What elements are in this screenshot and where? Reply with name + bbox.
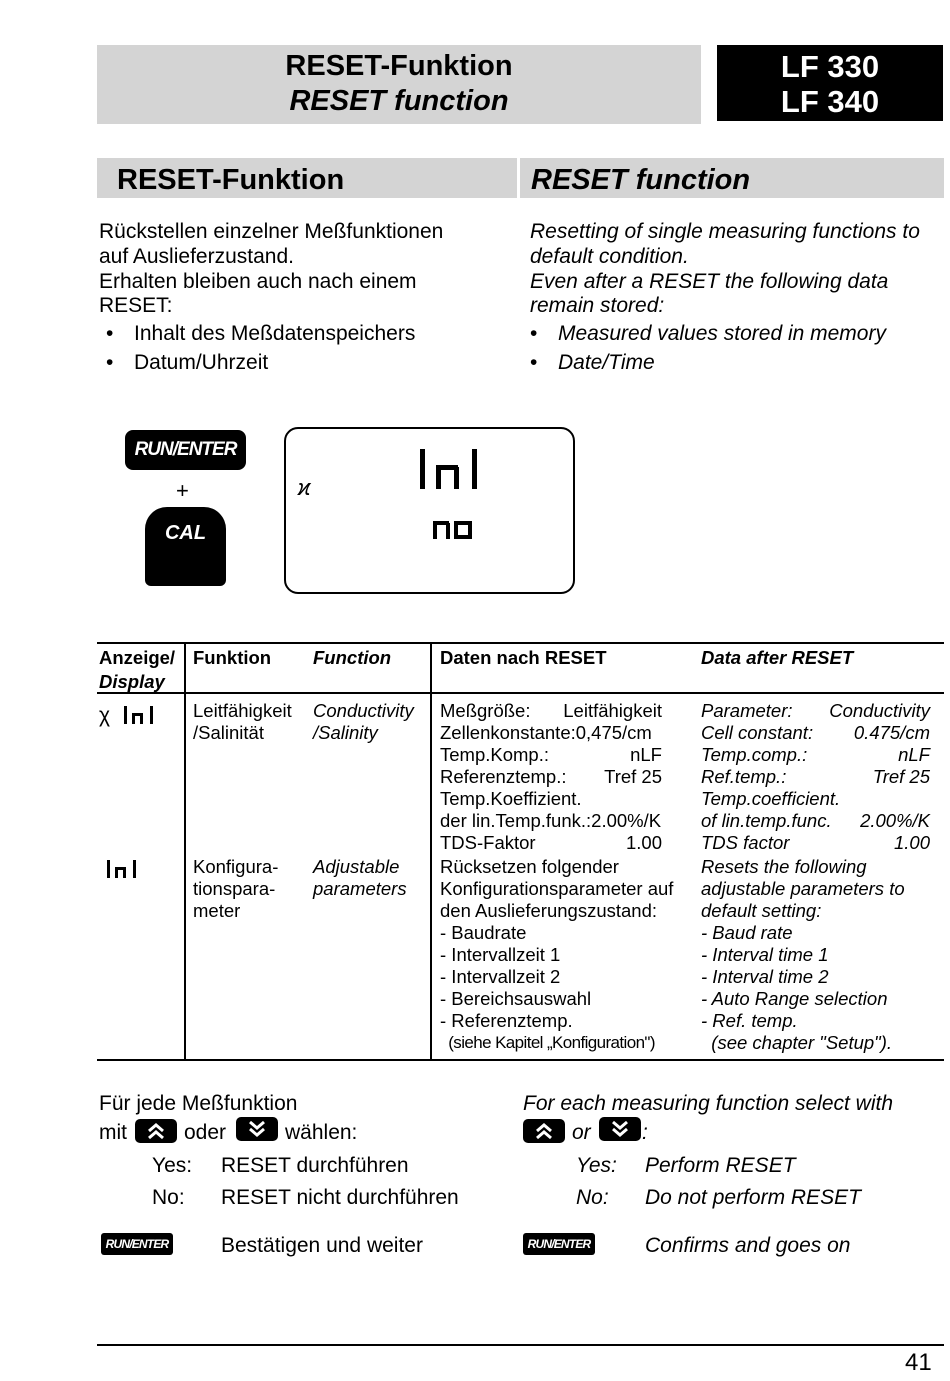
row1-data-3-val: nLF [898,744,930,765]
row1-data-5: Temp.coefficient. [701,788,841,809]
row2-daten-3: den Auslieferungszustand: [440,900,658,921]
intro-en-line-3: Even after a RESET the following data [530,270,889,293]
row1-data-3-key: Temp.comp.: [701,744,808,765]
row2-data-1: Resets the following [701,856,867,877]
row1-display-symbol: χ [99,704,111,727]
row2-data-3: default setting: [701,900,822,921]
bullet-dot: • [106,322,114,345]
bottom-de-confirm-text: Bestätigen und weiter [221,1234,423,1257]
row2-daten-5: - Intervallzeit 1 [440,944,561,965]
bottom-de-oder: oder [184,1121,227,1144]
table-top-rule [97,642,944,644]
row2-data-6: - Interval time 2 [701,966,829,987]
row2-funktion-3: meter [193,900,241,921]
header-title-de: RESET-Funktion [285,50,513,82]
intro-de-line-1: Rückstellen einzelner Meßfunktionen [99,220,444,243]
row1-daten-1-key: Meßgröße: [440,700,531,721]
row2-daten-7: - Bereichsauswahl [440,988,592,1009]
conductivity-symbol: ϰ [298,475,311,500]
row2-data-8: - Ref. temp. [701,1010,798,1031]
run-enter-mini-key-en[interactable]: RUN/ENTER [523,1233,595,1255]
row1-data-4 [701,766,930,788]
bottom-de-waehlen: wählen: [285,1121,358,1144]
row1-data-6-key: of lin.temp.func. [701,810,832,831]
section-title-de: RESET-Funktion [97,158,517,198]
intro-en-line-2: default condition. [530,245,689,268]
double-chevron-down-icon [236,1117,278,1141]
display-main-segments [416,445,486,493]
row1-daten-7 [440,832,662,854]
row1-daten-6: der lin.Temp.funk.:2.00%/K [440,810,662,831]
row1-daten-3 [440,744,662,766]
row1-data-4-key: Ref.temp.: [701,766,787,787]
bottom-de-yes-text: RESET durchführen [221,1154,409,1177]
row1-data-2 [701,722,930,744]
row1-data-2-key: Cell constant: [701,722,814,743]
bottom-en-confirm-text: Confirms and goes on [645,1234,851,1257]
down-arrow-key[interactable] [599,1117,641,1141]
row1-data-2-val: 0.475/cm [853,722,930,743]
row1-data-7-key: TDS factor [701,832,790,853]
row1-data-7 [701,832,930,854]
row1-daten-3-key: Temp.Komp.: [440,744,549,765]
intro-de-bullet-2: Datum/Uhrzeit [134,351,269,374]
row1-daten-1 [440,700,662,722]
th-data: Data after RESET [701,647,854,668]
row1-funktion-1: Leitfähigkeit [193,700,292,721]
bullet-dot: • [106,351,114,374]
bottom-en-yes-key: Yes: [576,1154,617,1177]
row2-data-4: - Baud rate [701,922,793,943]
row1-daten-2: Zellenkonstante:0,475/cm [440,722,652,743]
up-arrow-key[interactable] [135,1119,177,1143]
row1-data-1-val: Conductivity [829,700,930,721]
row2-daten-9: (siehe Kapitel „Konfiguration") [440,1033,655,1052]
bottom-en-colon: : [642,1121,648,1144]
row2-daten-8: - Referenztemp. [440,1010,573,1031]
row1-daten-7-val: 1.00 [625,832,662,853]
row1-data-6-val: 2.00%/K [860,810,930,831]
row2-function-1: Adjustable [313,856,400,877]
intro-de-line-4: RESET: [99,294,173,317]
row1-data-7-val: 1.00 [893,832,930,853]
double-chevron-down-icon [599,1117,641,1141]
cal-key[interactable]: CAL [145,507,226,586]
bottom-de-line1: Für jede Meßfunktion [99,1092,298,1115]
bottom-de-no-key: No: [152,1186,185,1209]
model-badge [717,45,943,121]
bottom-en-no-text: Do not perform RESET [645,1186,861,1209]
row1-data-1-key: Parameter: [701,700,793,721]
intro-en-line-4: remain stored: [530,294,665,317]
bottom-en-line1: For each measuring function select with [523,1092,894,1115]
intro-en-bullet-2: Date/Time [558,351,655,374]
row2-data-7: - Auto Range selection [701,988,888,1009]
row1-display-code-segments [122,704,156,726]
footer-rule [97,1344,944,1346]
bottom-de-no-text: RESET nicht durchführen [221,1186,459,1209]
row1-function-2: /Salinity [313,722,378,743]
table-header-rule [97,692,944,694]
row1-function-1: Conductivity [313,700,414,721]
row1-daten-3-val: nLF [630,744,662,765]
row2-funktion-1: Konfigura- [193,856,279,877]
th-funktion: Funktion [193,647,272,668]
bottom-de-mit: mit [99,1121,127,1144]
intro-de-line-3: Erhalten bleiben auch nach einem [99,270,417,293]
double-chevron-up-icon [135,1119,177,1143]
down-arrow-key[interactable] [236,1117,278,1141]
row1-daten-1-val: Leitfähigkeit [563,700,662,721]
intro-en-bullet-1: Measured values stored in memory [558,322,886,345]
run-enter-key[interactable]: RUN/ENTER [125,430,246,470]
bottom-en-or: or [572,1121,591,1144]
plus-sign: + [176,478,189,503]
row2-daten-6: - Intervallzeit 2 [440,966,561,987]
intro-en-line-1: Resetting of single measuring functions to [530,220,920,243]
row1-daten-4 [440,766,662,788]
intro-de-line-2: auf Auslieferzustand. [99,245,294,268]
row2-data-2: adjustable parameters to [701,878,905,899]
row2-function-2: parameters [313,878,407,899]
row2-funktion-2: tionspara- [193,878,276,899]
lcd-display [284,427,575,594]
row1-data-3 [701,744,930,766]
row1-daten-7-key: TDS-Faktor [440,832,536,853]
model-lf340: LF 340 [780,84,880,119]
model-lf330: LF 330 [780,49,880,84]
table-col-rule-1 [184,642,186,1060]
bottom-en-yes-text: Perform RESET [645,1154,796,1177]
bottom-en-no-key: No: [576,1186,609,1209]
th-anzeige: Anzeige/ [99,647,176,668]
bullet-dot: • [530,351,538,374]
row1-funktion-2: /Salinität [193,722,264,743]
th-function: Function [313,647,392,668]
header-title-en: RESET function [289,85,509,117]
table-col-rule-2 [430,642,432,1060]
row1-daten-4-val: Tref 25 [604,766,662,787]
row1-data-4-val: Tref 25 [872,766,930,787]
run-enter-mini-key-de[interactable]: RUN/ENTER [101,1233,173,1255]
row2-display-code-segments [105,858,139,880]
row2-data-9: (see chapter "Setup"). [701,1032,893,1053]
row1-data-1 [701,700,930,722]
row1-daten-5: Temp.Koeffizient. [440,788,582,809]
row2-data-5: - Interval time 1 [701,944,829,965]
page-number: 41 [905,1349,932,1376]
row2-daten-2: Konfigurationsparameter auf [440,878,674,899]
table-bottom-rule [97,1059,944,1061]
intro-de-bullet-1: Inhalt des Meßdatenspeichers [134,322,416,345]
bottom-de-yes-key: Yes: [152,1154,193,1177]
up-arrow-key[interactable] [523,1119,565,1143]
row2-daten-1: Rücksetzen folgender [440,856,619,877]
display-sub-segments [431,517,475,541]
th-daten: Daten nach RESET [440,647,607,668]
row1-daten-4-key: Referenztemp.: [440,766,567,787]
section-title-en: RESET function [520,158,944,198]
bullet-dot: • [530,322,538,345]
th-display: Display [99,671,165,692]
row2-daten-4: - Baudrate [440,922,527,943]
double-chevron-up-icon [523,1119,565,1143]
row1-data-6 [701,810,930,832]
